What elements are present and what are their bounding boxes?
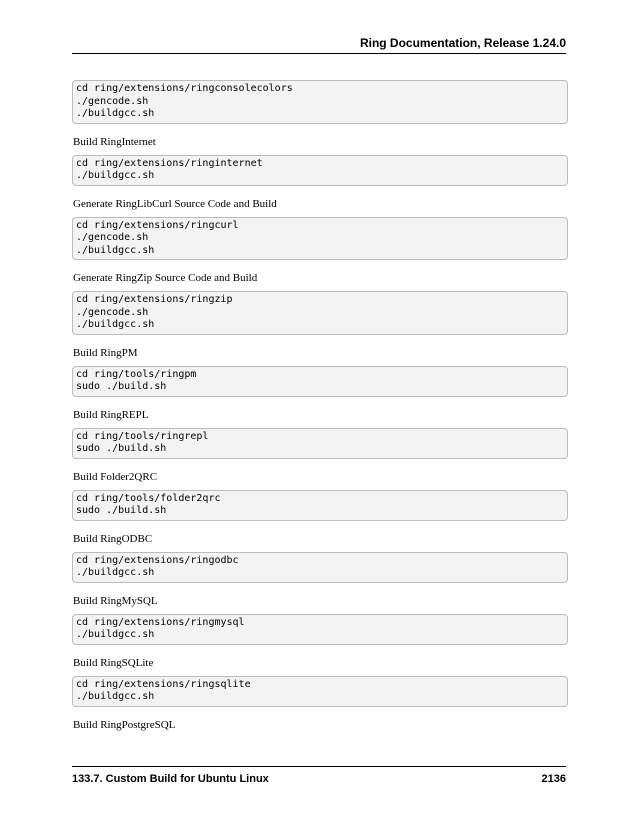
code-line: ./gencode.sh <box>76 232 149 243</box>
code-block-ringconsolecolors <box>72 80 568 124</box>
para-build-ringrepl: Build RingREPL <box>73 408 149 421</box>
code-block-ringodbc <box>72 552 568 583</box>
code-line: sudo ./build.sh <box>76 505 167 516</box>
para-build-ringsqlite: Build RingSQLite <box>73 656 154 669</box>
code-block-ringcurl <box>72 217 568 261</box>
code-block-ringpm <box>72 366 568 397</box>
code-line: cd ring/tools/ringrepl <box>76 430 209 442</box>
header-title: Ring Documentation, Release 1.24.0 <box>359 36 566 50</box>
code-line: cd ring/extensions/ringmysql <box>76 616 245 628</box>
code-line: ./buildgcc.sh <box>76 244 155 256</box>
code-line: ./buildgcc.sh <box>76 319 155 330</box>
code-line: cd ring/tools/ringpm <box>76 368 197 380</box>
code-line: sudo ./build.sh <box>76 381 167 392</box>
code-line: cd ring/extensions/ringinternet <box>76 157 263 169</box>
code-line: ./gencode.sh <box>76 95 149 107</box>
page-content <box>72 80 568 738</box>
code-block-folder2qrc <box>72 490 568 521</box>
para-generate-ringzip: Generate RingZip Source Code and Build <box>73 272 258 284</box>
para-build-ringpostgresql: Build RingPostgreSQL <box>73 718 176 731</box>
code-line: ./buildgcc.sh <box>76 567 155 578</box>
code-line: cd ring/tools/folder2qrc <box>76 492 221 504</box>
para-generate-ringlibcurl: Generate RingLibCurl Source Code and Build <box>73 197 277 210</box>
code-line: sudo ./build.sh <box>76 443 167 454</box>
code-line: cd ring/extensions/ringcurl <box>76 219 239 231</box>
para-build-ringinternet: Build RingInternet <box>73 135 156 148</box>
page-footer <box>72 766 566 787</box>
code-block-ringrepl <box>72 428 568 459</box>
code-line: cd ring/extensions/ringsqlite <box>76 678 251 690</box>
code-block-ringinternet <box>72 155 568 186</box>
code-line: cd ring/extensions/ringodbc <box>76 554 239 566</box>
code-line: ./buildgcc.sh <box>76 691 155 702</box>
para-build-ringmysql: Build RingMySQL <box>73 594 158 607</box>
code-block-ringsqlite <box>72 676 568 707</box>
code-line: cd ring/extensions/ringzip <box>76 294 233 305</box>
code-block-ringzip <box>72 291 568 335</box>
code-line: ./buildgcc.sh <box>76 629 155 640</box>
footer-page-number: 2136 <box>541 773 566 785</box>
code-line: ./buildgcc.sh <box>76 170 155 181</box>
para-build-ringpm: Build RingPM <box>73 346 138 359</box>
para-build-ringodbc: Build RingODBC <box>73 532 153 545</box>
footer-section-title: 133.7. Custom Build for Ubuntu Linux <box>72 773 269 785</box>
code-line: ./gencode.sh <box>76 306 149 318</box>
page-header <box>72 36 566 54</box>
code-line: cd ring/extensions/ringconsolecolors <box>76 83 293 94</box>
code-line: ./buildgcc.sh <box>76 108 155 119</box>
code-block-ringmysql <box>72 614 568 645</box>
para-build-folder2qrc: Build Folder2QRC <box>73 470 158 483</box>
